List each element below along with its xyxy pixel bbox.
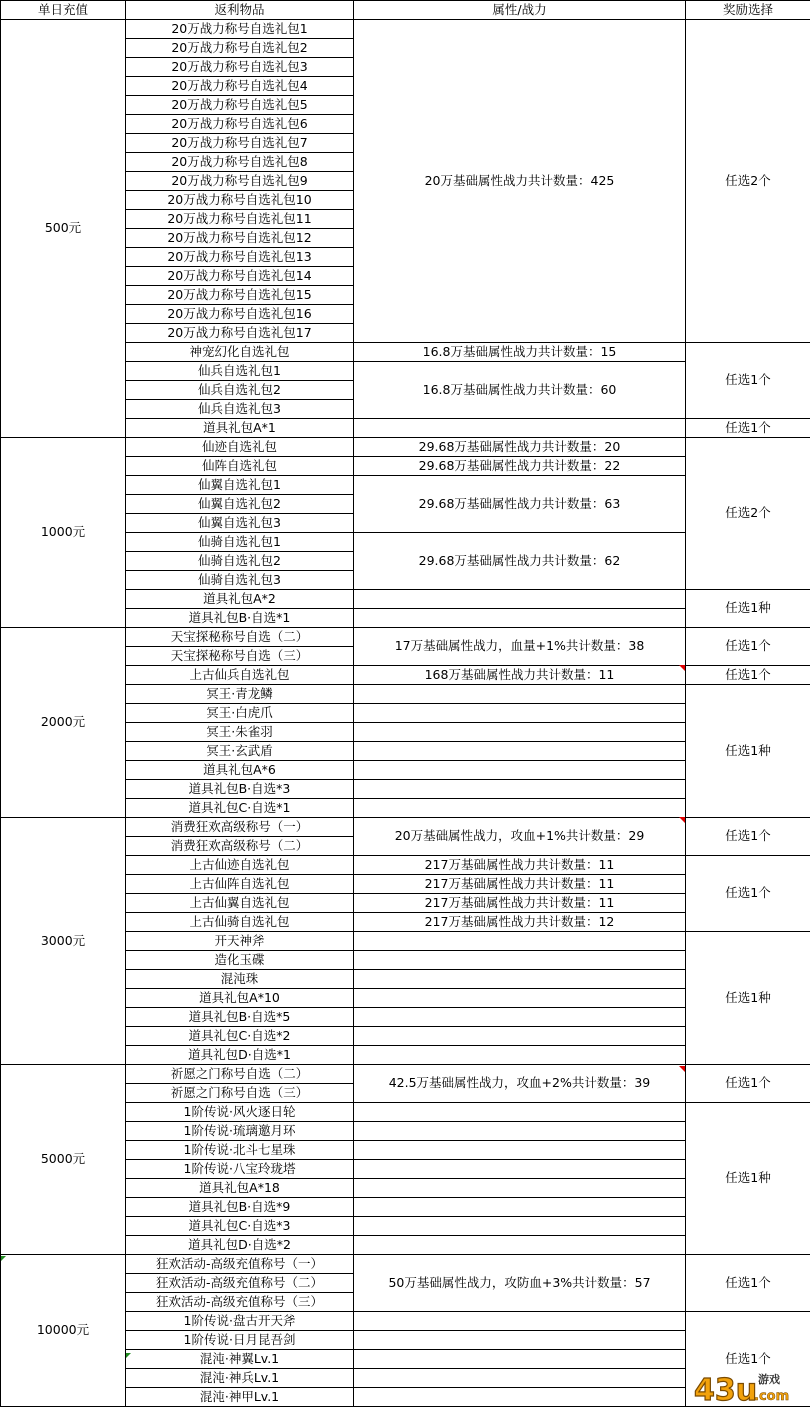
cell-flag-marker (126, 1353, 131, 1358)
attribute-power: 217万基础属性战力共计数量：11 (354, 894, 686, 913)
rebate-item: 道具礼包A*1 (126, 419, 354, 438)
rebate-item: 混沌·神甲Lv.1 (126, 1388, 354, 1407)
rebate-item: 1阶传说·北斗七星珠 (126, 1141, 354, 1160)
rebate-item: 仙骑自选礼包2 (126, 552, 354, 571)
reward-choice: 任选1个 (686, 1065, 810, 1103)
rebate-item: 混沌·神翼Lv.1 (126, 1350, 354, 1369)
reward-choice: 任选1个 (686, 419, 810, 438)
rebate-item: 开天神斧 (126, 932, 354, 951)
rebate-item: 20万战力称号自选礼包2 (126, 39, 354, 58)
rebate-item: 20万战力称号自选礼包4 (126, 77, 354, 96)
attribute-power (354, 1046, 686, 1065)
reward-choice: 任选1个 (686, 856, 810, 932)
attribute-power: 29.68万基础属性战力共计数量：63 (354, 476, 686, 533)
table-row (1, 438, 810, 457)
rebate-item: 上古仙阵自选礼包 (126, 875, 354, 894)
rebate-item: 道具礼包B·自选*9 (126, 1198, 354, 1217)
rebate-item: 仙翼自选礼包1 (126, 476, 354, 495)
attribute-power: 217万基础属性战力共计数量：11 (354, 875, 686, 894)
rebate-item: 道具礼包A*6 (126, 761, 354, 780)
attribute-power (354, 780, 686, 799)
attribute-power: 217万基础属性战力共计数量：12 (354, 913, 686, 932)
attribute-power (354, 742, 686, 761)
rebate-item: 消费狂欢高级称号（一） (126, 818, 354, 837)
attribute-power: 20万基础属性战力，攻血+1%共计数量：29 (354, 818, 686, 856)
rebate-item: 祈愿之门称号自选（三） (126, 1084, 354, 1103)
rebate-item: 天宝探秘称号自选（二） (126, 628, 354, 647)
watermark-logo (692, 1369, 804, 1409)
comment-marker (679, 817, 685, 823)
table-row (1, 1255, 810, 1274)
reward-choice: 任选1种 (686, 932, 810, 1065)
rebate-item: 冥王·朱雀羽 (126, 723, 354, 742)
attribute-power: 42.5万基础属性战力，攻血+2%共计数量：39 (354, 1065, 686, 1103)
rebate-item: 上古仙迹自选礼包 (126, 856, 354, 875)
attribute-power (354, 970, 686, 989)
header-daily-recharge: 单日充值 (1, 1, 126, 20)
rebate-item: 冥王·青龙鳞 (126, 685, 354, 704)
attribute-power (354, 989, 686, 1008)
reward-choice: 任选1个 (686, 818, 810, 856)
rebate-item: 混沌珠 (126, 970, 354, 989)
comment-marker (679, 665, 685, 671)
rebate-item: 20万战力称号自选礼包17 (126, 324, 354, 343)
rebate-item: 仙阵自选礼包 (126, 457, 354, 476)
rebate-item: 消费狂欢高级称号（二） (126, 837, 354, 856)
rebate-item: 造化玉碟 (126, 951, 354, 970)
attribute-power: 20万基础属性战力共计数量：425 (354, 20, 686, 343)
attribute-power (354, 1179, 686, 1198)
reward-choice: 任选1个 (686, 628, 810, 666)
rebate-item: 道具礼包B·自选*1 (126, 609, 354, 628)
reward-choice: 任选1种 (686, 1103, 810, 1255)
header-rebate-item: 返利物品 (126, 1, 354, 20)
rebate-item: 仙兵自选礼包1 (126, 362, 354, 381)
tier-amount: 10000元 (1, 1255, 126, 1407)
reward-table-body (1, 20, 810, 1407)
rebate-item: 狂欢活动-高级充值称号（二） (126, 1274, 354, 1293)
attribute-power (354, 1141, 686, 1160)
rebate-item: 上古仙兵自选礼包 (126, 666, 354, 685)
attribute-power (354, 1350, 686, 1369)
rebate-item: 道具礼包C·自选*2 (126, 1027, 354, 1046)
attribute-power: 16.8万基础属性战力共计数量：60 (354, 362, 686, 419)
rebate-item: 仙兵自选礼包3 (126, 400, 354, 419)
rebate-item: 混沌·神兵Lv.1 (126, 1369, 354, 1388)
rebate-item: 道具礼包D·自选*1 (126, 1046, 354, 1065)
rebate-item: 20万战力称号自选礼包12 (126, 229, 354, 248)
logo-suffix: 游戏 (758, 1373, 780, 1386)
attribute-power (354, 1122, 686, 1141)
attribute-power: 50万基础属性战力，攻防血+3%共计数量：57 (354, 1255, 686, 1312)
rebate-item: 上古仙骑自选礼包 (126, 913, 354, 932)
rebate-item: 道具礼包B·自选*5 (126, 1008, 354, 1027)
tier-amount: 3000元 (1, 818, 126, 1065)
attribute-power (354, 932, 686, 951)
attribute-power (354, 1369, 686, 1388)
rebate-item: 20万战力称号自选礼包6 (126, 115, 354, 134)
attribute-power: 168万基础属性战力共计数量：11 (354, 666, 686, 685)
rebate-item: 仙迹自选礼包 (126, 438, 354, 457)
comment-marker (679, 1066, 685, 1072)
rebate-item: 上古仙翼自选礼包 (126, 894, 354, 913)
rebate-item: 20万战力称号自选礼包10 (126, 191, 354, 210)
tier-amount: 2000元 (1, 628, 126, 818)
rebate-item: 20万战力称号自选礼包15 (126, 286, 354, 305)
rebate-item: 20万战力称号自选礼包14 (126, 267, 354, 286)
rebate-item: 仙兵自选礼包2 (126, 381, 354, 400)
rebate-item: 祈愿之门称号自选（二） (126, 1065, 354, 1084)
rebate-item: 天宝探秘称号自选（三） (126, 647, 354, 666)
attribute-power (354, 799, 686, 818)
rebate-item: 20万战力称号自选礼包5 (126, 96, 354, 115)
attribute-power (354, 1331, 686, 1350)
attribute-power: 29.68万基础属性战力共计数量：20 (354, 438, 686, 457)
cell-flag-marker (1, 1256, 6, 1261)
reward-choice: 任选1个 (686, 343, 810, 419)
rebate-item: 仙骑自选礼包1 (126, 533, 354, 552)
rebate-item: 道具礼包A*10 (126, 989, 354, 1008)
reward-choice: 任选1种 (686, 590, 810, 628)
rebate-item: 20万战力称号自选礼包1 (126, 20, 354, 39)
rebate-item: 道具礼包C·自选*1 (126, 799, 354, 818)
reward-choice: 任选2个 (686, 438, 810, 590)
attribute-power: 217万基础属性战力共计数量：11 (354, 856, 686, 875)
attribute-power (354, 609, 686, 628)
attribute-power (354, 761, 686, 780)
reward-choice: 任选1个 (686, 1255, 810, 1312)
rebate-item: 20万战力称号自选礼包7 (126, 134, 354, 153)
rebate-item: 冥王·白虎爪 (126, 704, 354, 723)
attribute-power (354, 419, 686, 438)
attribute-power (354, 1103, 686, 1122)
rebate-item: 1阶传说·风火逐日轮 (126, 1103, 354, 1122)
tier-amount: 1000元 (1, 438, 126, 628)
rebate-item: 狂欢活动-高级充值称号（三） (126, 1293, 354, 1312)
rebate-item: 道具礼包A*2 (126, 590, 354, 609)
logo-brand: 43u (694, 1373, 758, 1408)
attribute-power (354, 1198, 686, 1217)
attribute-power (354, 951, 686, 970)
attribute-power: 17万基础属性战力，血量+1%共计数量：38 (354, 628, 686, 666)
attribute-power (354, 1217, 686, 1236)
rebate-item: 20万战力称号自选礼包3 (126, 58, 354, 77)
table-row (1, 20, 810, 39)
attribute-power (354, 1312, 686, 1331)
rebate-item: 仙骑自选礼包3 (126, 571, 354, 590)
attribute-power (354, 1236, 686, 1255)
rebate-item: 仙翼自选礼包3 (126, 514, 354, 533)
rebate-item: 20万战力称号自选礼包8 (126, 153, 354, 172)
attribute-power (354, 1027, 686, 1046)
rebate-item: 20万战力称号自选礼包11 (126, 210, 354, 229)
rebate-item: 1阶传说·盘古开天斧 (126, 1312, 354, 1331)
attribute-power: 29.68万基础属性战力共计数量：62 (354, 533, 686, 590)
table-row (1, 628, 810, 647)
reward-choice: 任选1个 (686, 1312, 810, 1407)
reward-choice: 任选2个 (686, 20, 810, 343)
attribute-power (354, 685, 686, 704)
logo-domain: .com (754, 1389, 790, 1404)
attribute-power (354, 704, 686, 723)
reward-choice: 任选1个 (686, 666, 810, 685)
rebate-item: 20万战力称号自选礼包13 (126, 248, 354, 267)
table-row (1, 1065, 810, 1084)
header-attribute-power: 属性/战力 (354, 1, 686, 20)
rebate-item: 神宠幻化自选礼包 (126, 343, 354, 362)
rebate-item: 道具礼包A*18 (126, 1179, 354, 1198)
rebate-item: 道具礼包D·自选*2 (126, 1236, 354, 1255)
rebate-item: 狂欢活动-高级充值称号（一） (126, 1255, 354, 1274)
attribute-power (354, 1388, 686, 1407)
header-row (1, 1, 810, 20)
rebate-item: 仙翼自选礼包2 (126, 495, 354, 514)
rebate-item: 道具礼包B·自选*3 (126, 780, 354, 799)
reward-choice: 任选1种 (686, 685, 810, 818)
rebate-item: 1阶传说·八宝玲珑塔 (126, 1160, 354, 1179)
attribute-power (354, 1160, 686, 1179)
rebate-item: 道具礼包C·自选*3 (126, 1217, 354, 1236)
attribute-power (354, 590, 686, 609)
rebate-item: 冥王·玄武盾 (126, 742, 354, 761)
rebate-item: 1阶传说·日月昆吾剑 (126, 1331, 354, 1350)
attribute-power: 16.8万基础属性战力共计数量：15 (354, 343, 686, 362)
attribute-power (354, 1008, 686, 1027)
attribute-power (354, 723, 686, 742)
rebate-item: 20万战力称号自选礼包16 (126, 305, 354, 324)
attribute-power: 29.68万基础属性战力共计数量：22 (354, 457, 686, 476)
rebate-item: 1阶传说·琉璃邀月环 (126, 1122, 354, 1141)
rebate-item: 20万战力称号自选礼包9 (126, 172, 354, 191)
tier-amount: 500元 (1, 20, 126, 438)
header-reward-choice: 奖励选择 (686, 1, 810, 20)
table-row (1, 818, 810, 837)
tier-amount: 5000元 (1, 1065, 126, 1255)
